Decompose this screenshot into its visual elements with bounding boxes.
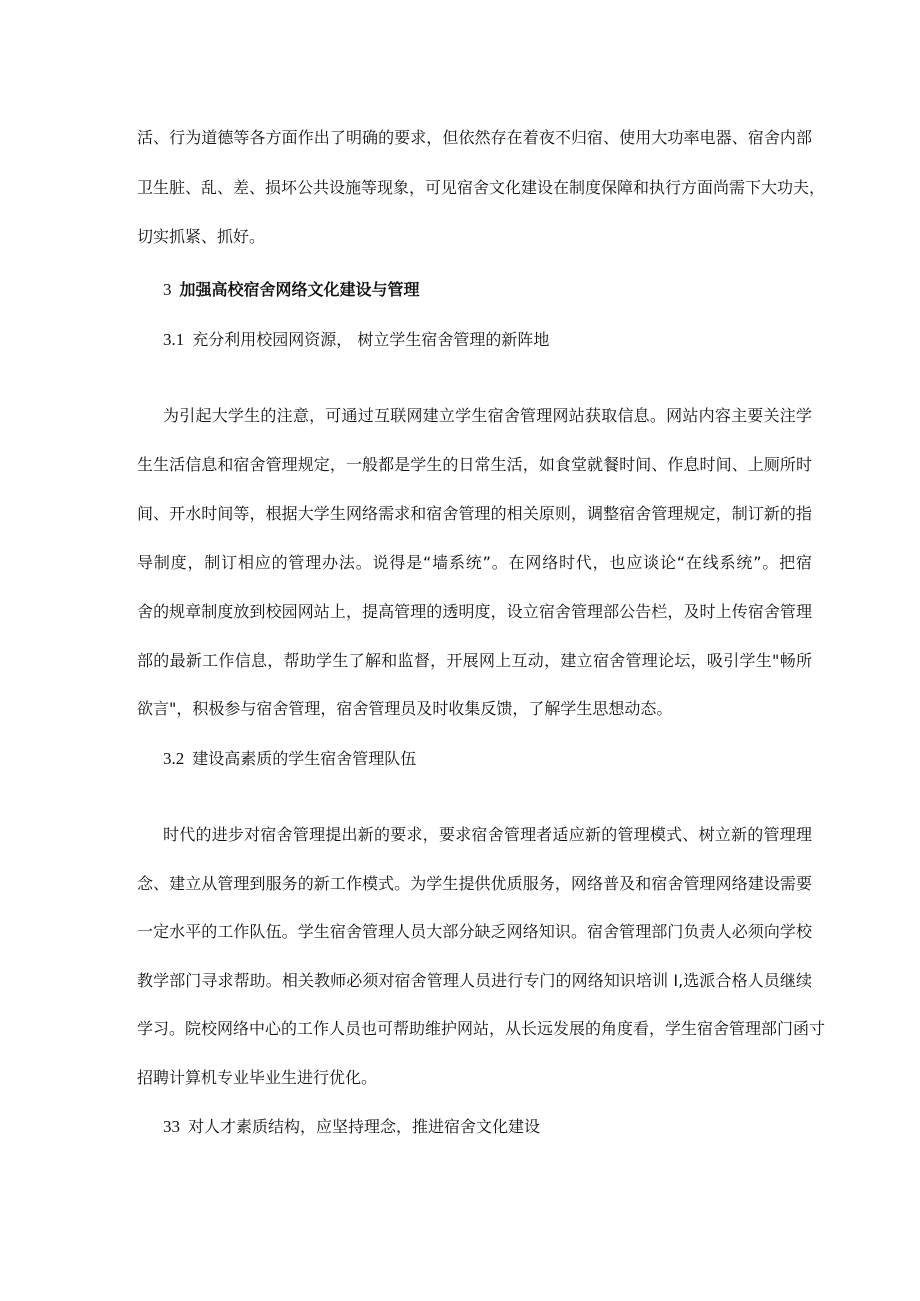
- section-heading: [163, 280, 420, 300]
- paragraph-line: 教学部门寻求帮助。相关教师必须对宿舍管理人员进行专门的网络知识培训 I,选派合格人员继续: [137, 971, 812, 990]
- paragraph-line: 卫生脏、乱、差、损坏公共设施等现象，可见宿舍文化建设在制度保障和执行方面尚需下大功夫，: [137, 178, 826, 197]
- subsection-heading: [163, 749, 416, 769]
- section-number: 3.1: [163, 330, 185, 349]
- section-title: 加强高校宿舍网络文化建设与管理: [179, 280, 420, 299]
- paragraph-line: 切实抓紧、抓好。: [137, 227, 266, 246]
- section-title: 建设高素质的学生宿舍管理队伍: [192, 749, 417, 768]
- paragraph-line: 部的最新工作信息，帮助学生了解和监督，开展网上互动，建立宿舍管理论坛，吸引学生"畅所: [137, 651, 812, 670]
- paragraph-line: 导制度，制订相应的管理办法。说得是“墙系统”。在网络时代，也应谈论“在线系统”。把宿: [137, 553, 812, 572]
- paragraph-line: 时代的进步对宿舍管理提出新的要求，要求宿舍管理者适应新的管理模式、树立新的管理理: [163, 825, 812, 844]
- paragraph-line: 舍的规章制度放到校园网站上，提高管理的透明度，设立宿舍管理部公告栏，及时上传宿舍管理: [137, 602, 812, 621]
- section-title: 对人才素质结构，应坚持理念，推进宿舍文化建设: [188, 1117, 541, 1136]
- paragraph-line: 招聘计算机专业毕业生进行优化。: [137, 1068, 378, 1087]
- paragraph-line: 间、开水时间等，根据大学生网络需求和宿舍管理的相关原则，调整宿舍管理规定，制订新的指: [137, 504, 812, 523]
- section-number: 3.2: [163, 749, 185, 768]
- subsection-heading: [163, 1117, 540, 1137]
- paragraph-line: 活、行为道德等各方面作出了明确的要求，但依然存在着夜不归宿、使用大功率电器、宿舍内部: [137, 128, 812, 147]
- subsection-heading: [163, 330, 549, 350]
- paragraph-line: 生生活信息和宿舍管理规定，一般都是学生的日常生活，如食堂就餐时间、作息时间、上厕所时: [137, 455, 812, 474]
- paragraph-line: 学习。院校网络中心的工作人员也可帮助维护网站，从长远发展的角度看，学生宿舍管理部门函寸: [137, 1019, 826, 1038]
- section-number: 3: [163, 280, 172, 299]
- section-title: 充分利用校园网资源， 树立学生宿舍管理的新阵地: [192, 330, 550, 349]
- paragraph-line: 为引起大学生的注意，可通过互联网建立学生宿舍管理网站获取信息。网站内容主要关注学: [163, 406, 812, 425]
- section-number: 33: [163, 1117, 180, 1136]
- paragraph-line: 一定水平的工作队伍。学生宿舍管理人员大部分缺乏网络知识。宿舍管理部门负责人必须向学校: [137, 922, 812, 941]
- paragraph-line: 欲言"，积极参与宿舍管理，宿舍管理员及时收集反馈，了解学生思想动态。: [137, 699, 673, 718]
- paragraph-line: 念、建立从管理到服务的新工作模式。为学生提供优质服务，网络普及和宿舍管理网络建设需要: [137, 874, 812, 893]
